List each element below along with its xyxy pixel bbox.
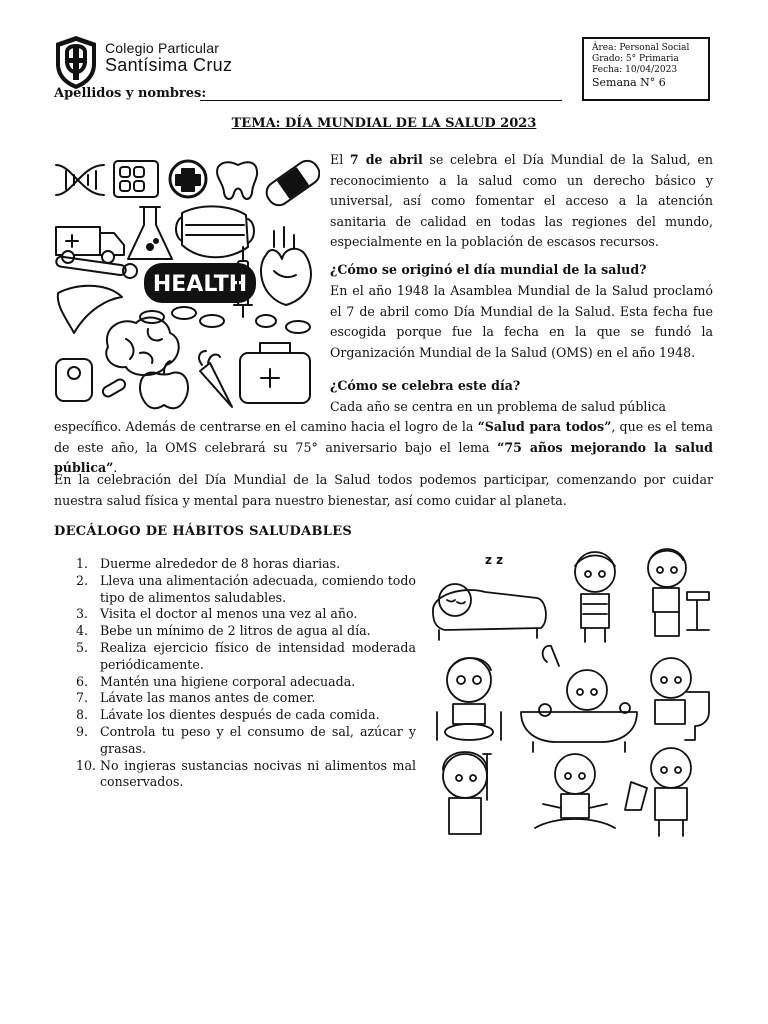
list-item: 6. Mantén una higiene corporal adecuada.	[76, 673, 356, 689]
sleeping-kid-icon	[433, 553, 546, 640]
info-fecha: Fecha: 10/04/2023	[592, 65, 678, 75]
list-item: 2. Lleva una alimentación adecuada, comiendo todo tipo de alimentos saludables.	[76, 572, 416, 605]
scale-icon	[56, 359, 92, 401]
pills-icon	[114, 161, 158, 197]
bathing-kid-icon	[521, 646, 637, 752]
info-semana: Semana N° 6	[592, 76, 666, 89]
bandage-icon	[262, 157, 320, 209]
school-logo-icon	[52, 34, 100, 90]
carrot-icon	[199, 351, 232, 407]
list-item: 5. Realiza ejercicio físico de intensidad moderada periódicamente.	[76, 639, 416, 672]
svg-text:z z: z z	[485, 553, 504, 567]
brushing-kid-icon	[648, 549, 709, 636]
heading-origin: ¿Cómo se originó el día mundial de la salud?	[330, 262, 647, 277]
pills-icon-2	[140, 307, 310, 333]
school-name-line2: Santísima Cruz	[105, 55, 233, 75]
intro-paragraph: El 7 de abril se celebra el Día Mundial de la Salud, en reconocimiento a la salud como un derecho básico y universal, así como fomentar el acceso a la atención sanitaria de calidad en todas las regiones del mundo, especialmente en la población de escasos recursos.	[330, 152, 713, 249]
flask-icon	[128, 207, 172, 259]
apple-icon	[140, 361, 188, 408]
info-grado: Grado: 5° Primaria	[592, 54, 679, 64]
celebration-paragraph-rest: específico. Además de centrarse en el camino hacia el logro de la “Salud para todos”, que es el tema de este año, la OMS celebrará su 75° aniversario bajo el lema “75 años mejorando la salud pública”.	[54, 419, 713, 475]
eating-kid-icon	[575, 552, 615, 642]
school-name-line1: Colegio Particular	[105, 40, 220, 56]
list-item: 10. No ingieras sustancias nocivas ni alimentos mal conservados.	[76, 757, 416, 790]
list-item: 1. Duerme alrededor de 8 horas diarias.	[76, 556, 341, 571]
participation-paragraph: En la celebración del Día Mundial de la Salud todos podemos participar, comenzando por cuidar nuestra salud física y mental para nuestro bienestar, así como cuidar al planeta.	[54, 472, 713, 508]
capsule-icon	[101, 378, 127, 399]
celebration-paragraph-start: Cada año se centra en un problema de salud pública	[330, 399, 667, 414]
hair-brushing-kid-icon	[443, 752, 491, 834]
list-item: 8. Lávate los dientes después de cada comida.	[76, 707, 380, 723]
yoga-kid-icon	[535, 754, 615, 828]
health-collage	[52, 157, 320, 415]
page-title: TEMA: DÍA MUNDIAL DE LA SALUD 2023	[231, 116, 537, 131]
name-blank-line[interactable]	[200, 100, 562, 101]
list-item: 7. Lávate las manos antes de comer.	[76, 690, 316, 706]
toilet-kid-icon	[651, 658, 709, 740]
healthy-habits-illustration	[425, 542, 715, 842]
slogan-75-years: “75 años mejorando la salud pública”	[54, 439, 713, 475]
tooth-icon	[217, 162, 257, 199]
origin-paragraph: En el año 1948 la Asamblea Mundial de la Salud proclamó el 7 de abril como Día Mundial de la Salud. Esta fecha fue escogida porque fue la fecha en la que se fundó la Organización Mundial de la Salud (OMS) en el año 1948.	[330, 283, 713, 360]
vegetable-plate-kid-icon	[437, 658, 501, 740]
list-item: 3. Visita el doctor al menos una vez al año.	[76, 606, 358, 622]
medical-cross-icon	[170, 161, 206, 197]
medical-bag-icon	[240, 343, 310, 403]
info-box	[582, 37, 710, 101]
date-highlight: 7 de abril	[349, 152, 423, 167]
heading-celebration: ¿Cómo se celebra este día?	[330, 378, 521, 393]
brain-icon	[106, 318, 178, 376]
dressing-kid-icon	[625, 748, 691, 836]
heart-icon	[261, 227, 311, 305]
info-area: Área: Personal Social	[592, 43, 690, 53]
slogan-health-for-all: “Salud para todos”	[477, 419, 612, 434]
dna-icon	[56, 165, 104, 195]
health-label-text: HEALTH	[152, 272, 248, 297]
list-item: 9. Controla tu peso y el consumo de sal, azúcar y grasas.	[76, 723, 416, 756]
habits-list	[54, 556, 416, 791]
decalogo-title: DECÁLOGO DE HÁBITOS SALUDABLES	[54, 524, 353, 539]
list-item: 4. Bebe un mínimo de 2 litros de agua al día.	[76, 623, 371, 639]
name-label: Apellidos y nombres:	[54, 86, 207, 101]
